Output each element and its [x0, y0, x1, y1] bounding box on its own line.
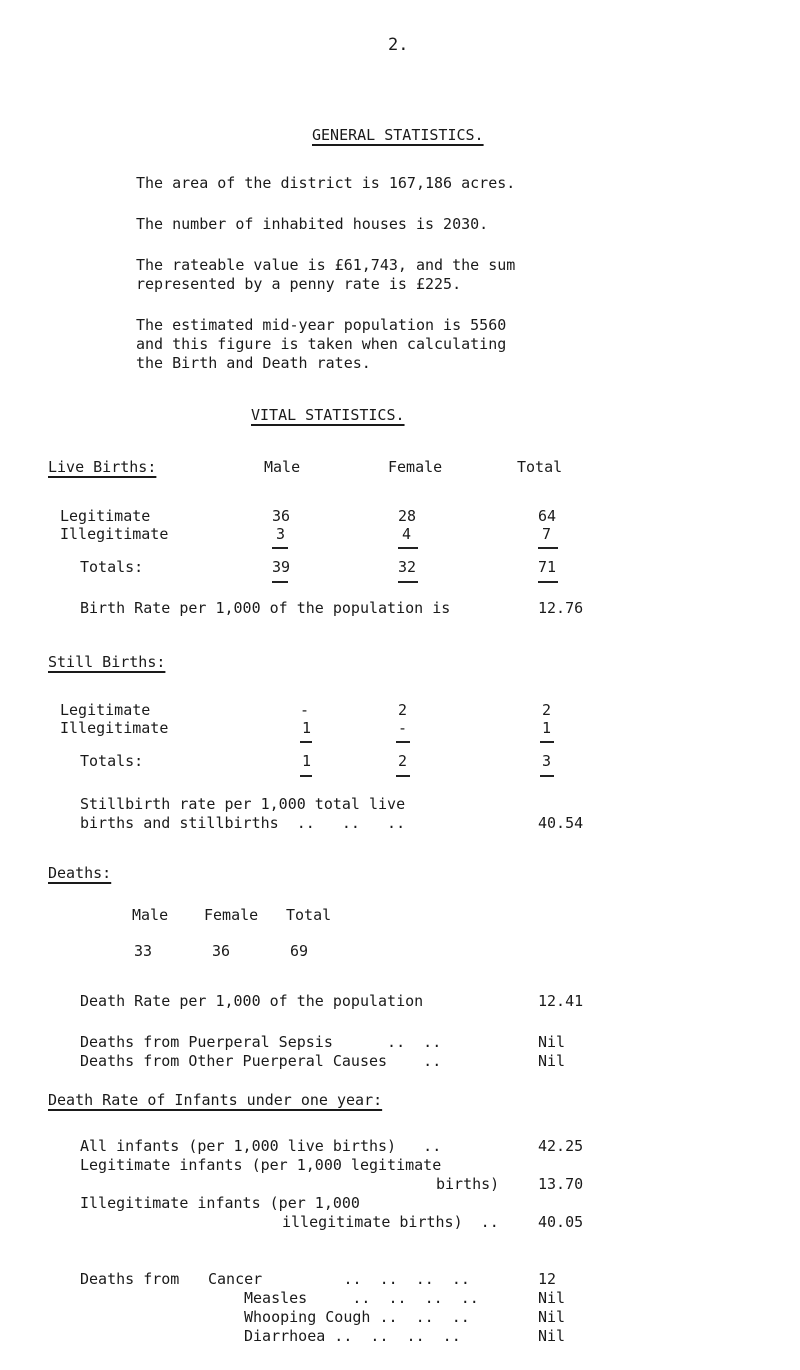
- other-puerperal-text: Deaths from Other Puerperal Causes ..: [80, 1052, 442, 1070]
- other-puerperal-value: Nil: [538, 1052, 566, 1070]
- still-legitimate-label: Legitimate: [60, 701, 151, 719]
- deaths-female-value: 36: [212, 942, 231, 960]
- birth-rate-value: 12.76: [538, 599, 584, 617]
- deaths-label: Deaths:: [48, 864, 112, 882]
- still-illegitimate-male: 1: [302, 719, 312, 737]
- illegit-infants-text-2: illegitimate births) ..: [282, 1213, 499, 1231]
- live-totals-rule-female: [398, 581, 418, 583]
- illegit-infants-text-1: Illegitimate infants (per 1,000: [80, 1194, 360, 1212]
- illegit-infants-value: 40.05: [538, 1213, 584, 1231]
- deaths-column-male: Male: [132, 906, 169, 924]
- puerperal-sepsis-text: Deaths from Puerperal Sepsis .. ..: [80, 1033, 442, 1051]
- live-illegitimate-label: Illegitimate: [60, 525, 169, 543]
- live-illegitimate-male: 3: [276, 525, 286, 543]
- legit-infants-value: 13.70: [538, 1175, 584, 1193]
- page-number: 2.: [388, 35, 409, 55]
- all-infants-value: 42.25: [538, 1137, 584, 1155]
- live-illegitimate-female: 4: [402, 525, 412, 543]
- still-illegitimate-total: 1: [542, 719, 552, 737]
- column-female: Female: [388, 458, 443, 476]
- deaths-total-value: 69: [290, 942, 309, 960]
- cause-diarrhoea-label: Diarrhoea .. .. .. ..: [244, 1327, 461, 1345]
- cause-cancer-label: Cancer .. .. .. ..: [208, 1270, 470, 1288]
- still-totals-total: 3: [542, 752, 552, 770]
- vital-statistics-heading: VITAL STATISTICS.: [251, 406, 405, 424]
- live-totals-total: 71: [538, 558, 557, 576]
- still-illegitimate-female: -: [398, 719, 408, 737]
- puerperal-sepsis-value: Nil: [538, 1033, 566, 1051]
- live-rule-male: [272, 547, 288, 549]
- still-totals-female: 2: [398, 752, 408, 770]
- population-text-2: and this figure is taken when calculating: [136, 335, 507, 353]
- cause-measles-value: Nil: [538, 1289, 566, 1307]
- general-statistics-heading: GENERAL STATISTICS.: [312, 126, 484, 144]
- deaths-column-female: Female: [204, 906, 259, 924]
- cause-measles-label: Measles .. .. .. ..: [244, 1289, 479, 1307]
- still-totals-rule-male: [300, 775, 312, 777]
- deaths-male-value: 33: [134, 942, 153, 960]
- live-rule-female: [398, 547, 418, 549]
- population-text-3: the Birth and Death rates.: [136, 354, 371, 372]
- cause-diarrhoea-value: Nil: [538, 1327, 566, 1345]
- population-text-1: The estimated mid-year population is 5560: [136, 316, 507, 334]
- still-legitimate-female: 2: [398, 701, 408, 719]
- death-rate-text: Death Rate per 1,000 of the population: [80, 992, 424, 1010]
- still-rule-male: [300, 741, 312, 743]
- live-legitimate-female: 28: [398, 507, 417, 525]
- causes-prefix: Deaths from: [80, 1270, 180, 1288]
- birth-rate-text: Birth Rate per 1,000 of the population is: [80, 599, 451, 617]
- cause-whooping-cough-value: Nil: [538, 1308, 566, 1326]
- live-totals-rule-total: [538, 581, 558, 583]
- cause-cancer-value: 12: [538, 1270, 557, 1288]
- column-total: Total: [517, 458, 563, 476]
- still-legitimate-total: 2: [542, 701, 552, 719]
- live-totals-rule-male: [272, 581, 288, 583]
- live-legitimate-label: Legitimate: [60, 507, 151, 525]
- deaths-column-total: Total: [286, 906, 332, 924]
- stillbirth-rate-value: 40.54: [538, 814, 584, 832]
- still-totals-male: 1: [302, 752, 312, 770]
- still-rule-total: [540, 741, 554, 743]
- live-illegitimate-total: 7: [542, 525, 552, 543]
- still-rule-female: [396, 741, 410, 743]
- live-legitimate-total: 64: [538, 507, 557, 525]
- rateable-text-2: represented by a penny rate is £225.: [136, 275, 462, 293]
- still-legitimate-male: -: [300, 701, 310, 719]
- still-births-label: Still Births:: [48, 653, 166, 671]
- live-totals-female: 32: [398, 558, 417, 576]
- cause-whooping-cough-label: Whooping Cough .. .. ..: [244, 1308, 470, 1326]
- death-rate-value: 12.41: [538, 992, 584, 1010]
- all-infants-text: All infants (per 1,000 live births) ..: [80, 1137, 442, 1155]
- houses-text: The number of inhabited houses is 2030.: [136, 215, 489, 233]
- still-totals-label: Totals:: [80, 752, 144, 770]
- still-totals-rule-total: [540, 775, 554, 777]
- legit-infants-text-1: Legitimate infants (per 1,000 legitimate: [80, 1156, 442, 1174]
- stillbirth-rate-text-1: Stillbirth rate per 1,000 total live: [80, 795, 406, 813]
- live-rule-total: [538, 547, 558, 549]
- area-text: The area of the district is 167,186 acres.: [136, 174, 516, 192]
- still-totals-rule-female: [396, 775, 410, 777]
- still-illegitimate-label: Illegitimate: [60, 719, 169, 737]
- live-totals-label: Totals:: [80, 558, 144, 576]
- rateable-text-1: The rateable value is £61,743, and the sum: [136, 256, 516, 274]
- column-male: Male: [264, 458, 301, 476]
- live-totals-male: 39: [272, 558, 291, 576]
- legit-infants-text-2: births): [436, 1175, 500, 1193]
- stillbirth-rate-text-2: births and stillbirths .. .. ..: [80, 814, 406, 832]
- infants-label: Death Rate of Infants under one year:: [48, 1091, 383, 1109]
- live-births-label: Live Births:: [48, 458, 157, 476]
- live-legitimate-male: 36: [272, 507, 291, 525]
